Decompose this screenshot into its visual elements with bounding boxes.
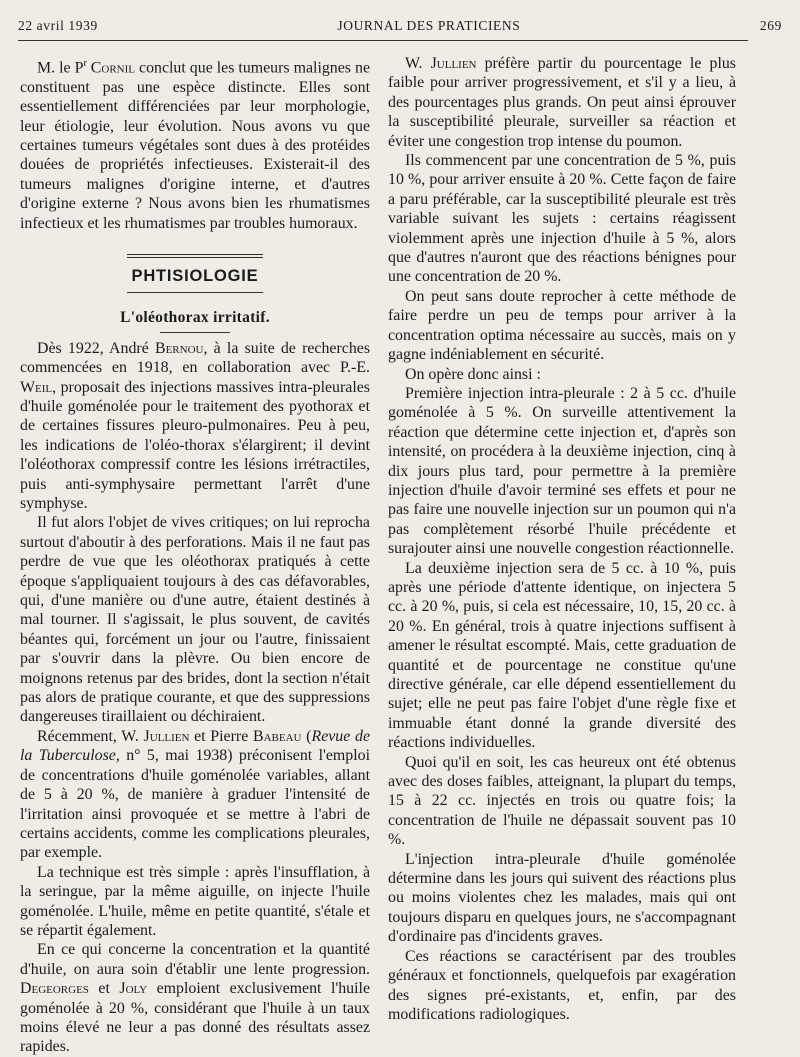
right-column bbox=[388, 54, 736, 1024]
author-name: Bernou bbox=[154, 339, 204, 357]
page-header bbox=[18, 18, 782, 34]
paragraph: La technique est très simple : après l'insufflation, à la seringue, par la même aiguille, on injecte l'huile goménolée. L'huile, même en petite quantité, s'étale et se répartit également. bbox=[20, 863, 370, 939]
paragraph: Dès 1922, André Bernou, à la suite de recherches commencées en 1918, en collaboration avec P.-E. Weil, proposait des injections massives intra-pleurales d'huile goménolée pour le traitement des pyothorax et de certaines fissures pleuro-pulmonaires. Peu à peu, les indications de l'oléo-thorax s'élargirent; il devint l'oléothorax compressif contre les lésions irrétractiles, puis anti-symphysaire permettant l'arrêt d'une symphyse. bbox=[20, 339, 370, 513]
section-rule bbox=[127, 292, 263, 293]
paragraph: La deuxième injection sera de 5 cc. à 10 %, puis après une période d'attente identique, on injectera 5 cc. à 20 %, puis, si cela est nécessaire, 10, 15, 20 cc. à 20 %. En général, trois à quatre injections suffisent à amener le résultat escompté. Mais, cette graduation de quantité et de pourcentage ne constitue qu'une directive générale, car elle dépend essentiellement du sujet; elle ne peut pas faire l'objet d'une règle fixe et immuable étant donné la grande diversité des réactions individuelles. bbox=[388, 559, 736, 752]
author-name: Weil bbox=[20, 378, 53, 396]
header-date: 22 avril 1939 bbox=[18, 18, 98, 33]
author-name: Jullien bbox=[430, 55, 477, 72]
paragraph: On peut sans doute reprocher à cette méthode de faire perdre un peu de temps pour arriver à la concentration optima nécessaire au succès, mais on y gagne indéniablement en sécurité. bbox=[388, 287, 736, 364]
paragraph: Quoi qu'il en soit, les cas heureux ont été obtenus avec des doses faibles, atteignant, la plupart du temps, 15 à 22 cc. injectés en trois ou quatre fois; la concentration de l'huile ne dépassait souvent pas 10 %. bbox=[388, 753, 736, 849]
paragraph: Récemment, W. Jullien et Pierre Babeau (Revue de la Tuberculose, n° 5, mai 1938) préconisent l'emploi de concentrations d'huile goménolée variables, allant de 5 à 20 %, de manière à graduer l'intensité de l'irritation ainsi provoquée et se mettre à l'abri de certains accidents, comme les complications pleurales, par exemple. bbox=[20, 727, 371, 862]
paragraph: W. Jullien préfère partir du pourcentage le plus faible pour arriver progressivement, et s'il y a lieu, à des pourcentages plus grands. On peut ainsi éprouver la susceptibilité pleurale, surveiller sa réaction et éviter une congestion trop intense du poumon. bbox=[388, 55, 736, 150]
paragraph: L'injection intra-pleurale d'huile goménolée détermine dans les jours qui suivent des réactions plus ou moins violentes chez les malades, mais qui ont toujours disparu en quelques jours, ne s'accompagnant d'ordinaire pas d'incidents graves. bbox=[388, 850, 736, 946]
paragraph: Il fut alors l'objet de vives critiques; on lui reprocha surtout d'aboutir à des perforations. Mais il ne faut pas perdre de vue que les oléothorax pratiqués à cette époque s'appliquaient toujours à des cas défavorables, qui, d'une manière ou d'une autre, étaient destinés à mal tourner. Il s'agissait, le plus souvent, de cavités béantes qui, forcément un jour ou l'autre, finissaient par s'ouvrir dans la plèvre. Ou bien encore de moignons retenus par des brides, dont la section n'était pas alors de pratique courante, et que des suppressions dangereuses tiraillaient ou déchiraient. bbox=[20, 514, 370, 726]
header-rule bbox=[18, 40, 748, 41]
journal-reference: Revue de la Tuberculose, bbox=[20, 727, 371, 765]
paragraph: Ces réactions se caractérisent par des troubles généraux et fonctionnels, quelquefois par exagération des signes pré-existants, et, enfin, par des modifications radiologiques. bbox=[388, 947, 736, 1023]
author-name: Joly bbox=[119, 980, 148, 998]
title-rule bbox=[160, 332, 230, 333]
header-page-number: 269 bbox=[759, 18, 782, 33]
paragraph: On opère donc ainsi : bbox=[405, 365, 541, 383]
author-name: Jullien bbox=[143, 727, 190, 745]
author-name: Cornil bbox=[90, 59, 136, 77]
header-journal-title: JOURNAL DES PRATICIENS bbox=[337, 18, 521, 33]
section-heading-block bbox=[20, 254, 370, 333]
paragraph: M. le $P^r$ Cornil conclut que les tumeurs malignes ne constituent pas une espèce distincte. Elles sont essentiellement différenciées par leur morphologie, leur étiologie, leur évolution. Nous avons vu que certaines tumeurs végétales sont dues à des protéides douées de propriétés infectieuses. Existerait-il des tumeurs malignes d'origine interne, et d'autres d'origine externe ? Nous avons bien les rhumatismes infectieux et les rhumatismes par troubles humoraux. bbox=[20, 58, 370, 232]
paragraph: En ce qui concerne la concentration et la quantité d'huile, on aura soin d'établir une lente progression. Degeorges et Joly emploient exclusivement l'huile goménolée à 20 %, considérant que l'huile à un taux moins élevé ne leur a pas donné des résultats assez rapides. bbox=[20, 941, 370, 1056]
author-name: Babeau bbox=[252, 727, 302, 745]
section-title: PHTISIOLOGIE bbox=[131, 266, 259, 285]
article-title: L'oléothorax irritatif. bbox=[120, 309, 270, 327]
left-column bbox=[20, 54, 370, 1057]
paragraph: Ils commencent par une concentration de 5 %, puis 10 %, pour arriver ensuite à 20 %. Cette façon de faire a paru préférable, car la susceptibilité pleurale est très variable suivant les sujets : certains réagissent violemment après une injection d'huile à 5 %, alors que d'autres n'auront que des réactions bénignes pour une concentration de 20 %. bbox=[388, 152, 736, 286]
paragraph: Première injection intra-pleurale : 2 à 5 cc. d'huile goménolée à 5 %. On surveille attentivement la réaction que détermine cette injection et, d'après son intensité, on procédera à la deuxième injection, cinq à dix jours plus tard, pour permettre à la première injection d'huile d'avoir terminé ses effets et pour ne pas faire une nouvelle injection sur un poumon qui n'a pas complètement résorbé l'huile précédente et surajouter ainsi une nouvelle congestion réactionnelle. bbox=[388, 384, 736, 558]
double-rule bbox=[127, 254, 263, 258]
author-name: Degeorges bbox=[20, 980, 89, 998]
